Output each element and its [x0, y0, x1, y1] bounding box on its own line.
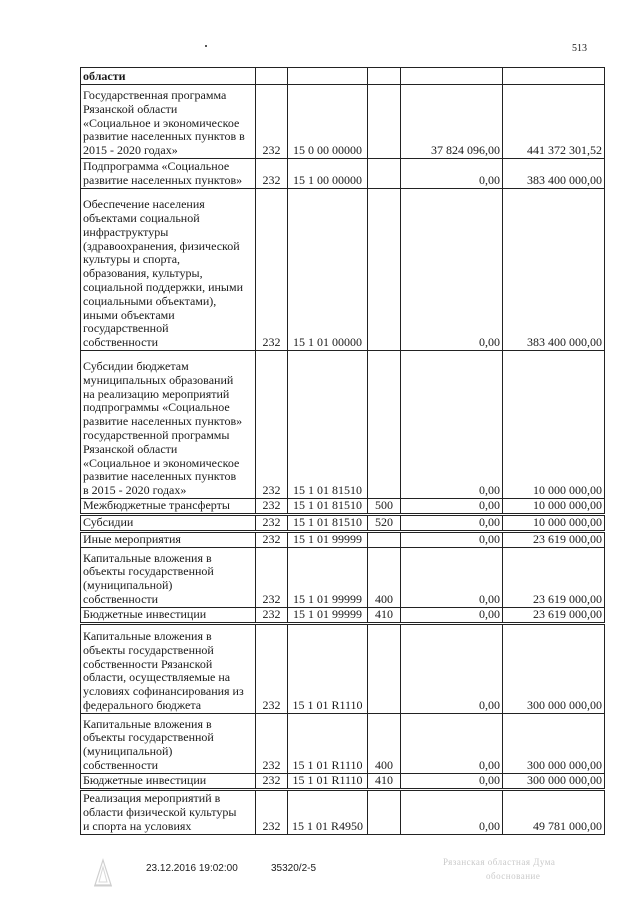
row-name: Капитальные вложения в объекты государственной собственности Рязанской области, осуществляемые на условиях софинансирования из федерального бюджета	[81, 623, 256, 713]
row-value-1	[401, 68, 503, 85]
scanner-logo-icon	[92, 858, 114, 888]
table-row	[81, 515, 605, 532]
row-vr: 520	[368, 515, 401, 532]
row-code: 232	[256, 499, 288, 515]
row-csr: 15 1 01 R1110	[288, 623, 368, 713]
row-code: 232	[256, 85, 288, 159]
row-value-2: 10 000 000,00	[503, 499, 605, 515]
row-code	[256, 68, 288, 85]
row-name: Государственная программа Рязанской области «Социальное и экономическое развитие населенных пунктов в 2015 - 2020 годах»	[81, 85, 256, 159]
row-name: Подпрограмма «Социальное развитие населенных пунктов»	[81, 159, 256, 189]
table-row	[81, 607, 605, 623]
row-value-1: 0,00	[401, 773, 503, 789]
row-value-2: 300 000 000,00	[503, 773, 605, 789]
row-value-1: 37 824 096,00	[401, 85, 503, 159]
row-value-2: 23 619 000,00	[503, 607, 605, 623]
table-row	[81, 159, 605, 189]
row-csr: 15 1 01 81510	[288, 499, 368, 515]
row-vr: 400	[368, 713, 401, 773]
stamp-line-1: Рязанская областная Дума	[443, 857, 556, 867]
row-vr	[368, 531, 401, 547]
row-code: 232	[256, 773, 288, 789]
row-vr	[368, 623, 401, 713]
row-name: Иные мероприятия	[81, 531, 256, 547]
row-code: 232	[256, 789, 288, 834]
row-vr: 500	[368, 499, 401, 515]
row-value-1: 0,00	[401, 623, 503, 713]
row-csr: 15 1 01 00000	[288, 189, 368, 351]
row-name: Капитальные вложения в объекты государственной (муниципальной) собственности	[81, 713, 256, 773]
row-value-2	[503, 68, 605, 85]
row-value-1: 0,00	[401, 159, 503, 189]
row-code: 232	[256, 547, 288, 607]
table-row	[81, 789, 605, 834]
row-value-1: 0,00	[401, 607, 503, 623]
row-vr: 410	[368, 607, 401, 623]
row-value-2: 441 372 301,52	[503, 85, 605, 159]
row-value-2: 300 000 000,00	[503, 623, 605, 713]
row-value-2: 23 619 000,00	[503, 531, 605, 547]
row-name: Межбюджетные трансферты	[81, 499, 256, 515]
row-name: Бюджетные инвестиции	[81, 773, 256, 789]
row-csr: 15 1 01 R1110	[288, 773, 368, 789]
table-row	[81, 773, 605, 789]
row-value-2: 10 000 000,00	[503, 351, 605, 499]
table-row	[81, 713, 605, 773]
row-value-2: 300 000 000,00	[503, 713, 605, 773]
row-code: 232	[256, 351, 288, 499]
row-vr: 400	[368, 547, 401, 607]
row-csr: 15 1 01 99999	[288, 531, 368, 547]
row-vr	[368, 159, 401, 189]
row-value-2: 10 000 000,00	[503, 515, 605, 532]
row-value-2: 23 619 000,00	[503, 547, 605, 607]
row-csr	[288, 68, 368, 85]
stamp-line-2: обоснование	[486, 871, 541, 881]
row-value-1: 0,00	[401, 189, 503, 351]
row-value-1: 0,00	[401, 515, 503, 532]
table-row	[81, 547, 605, 607]
row-value-2: 383 400 000,00	[503, 189, 605, 351]
row-name: Бюджетные инвестиции	[81, 607, 256, 623]
row-code: 232	[256, 607, 288, 623]
row-value-1: 0,00	[401, 531, 503, 547]
table-row	[81, 499, 605, 515]
row-name: Субсидии бюджетам муниципальных образований на реализацию мероприятий подпрограммы «Социальное развитие населенных пунктов» государственной программы Рязанской области «Социальное и экономическое развитие населенных пунктов в 2015 - 2020 годах»	[81, 351, 256, 499]
row-vr	[368, 789, 401, 834]
row-value-1: 0,00	[401, 547, 503, 607]
row-name: Обеспечение населения объектами социальной инфраструктуры (здравоохранения, физической культуры и спорта, образования, культуры, социальной поддержки, иными социальными объектами), иными объектами государственной собственности	[81, 189, 256, 351]
row-value-2: 383 400 000,00	[503, 159, 605, 189]
row-code: 232	[256, 515, 288, 532]
row-csr: 15 1 01 R4950	[288, 789, 368, 834]
row-vr	[368, 189, 401, 351]
row-value-2: 49 781 000,00	[503, 789, 605, 834]
row-csr: 15 0 00 00000	[288, 85, 368, 159]
table-row	[81, 531, 605, 547]
row-code: 232	[256, 159, 288, 189]
table-row	[81, 68, 605, 85]
row-value-1: 0,00	[401, 789, 503, 834]
row-vr: 410	[368, 773, 401, 789]
row-value-1: 0,00	[401, 499, 503, 515]
footer-doc-id: 35320/2-5	[271, 863, 317, 874]
row-value-1: 0,00	[401, 351, 503, 499]
budget-table	[80, 67, 605, 835]
row-vr	[368, 351, 401, 499]
row-csr: 15 1 01 81510	[288, 515, 368, 532]
footer-timestamp: 23.12.2016 19:02:00	[146, 863, 238, 874]
scan-speck	[205, 45, 207, 47]
table-row	[81, 189, 605, 351]
row-name: области	[81, 68, 256, 85]
row-csr: 15 1 01 99999	[288, 547, 368, 607]
table-row	[81, 351, 605, 499]
row-csr: 15 1 01 81510	[288, 351, 368, 499]
row-csr: 15 1 01 R1110	[288, 713, 368, 773]
row-vr	[368, 85, 401, 159]
row-vr	[368, 68, 401, 85]
table-row	[81, 85, 605, 159]
row-code: 232	[256, 623, 288, 713]
row-name: Реализация мероприятий в области физической культуры и спорта на условиях	[81, 789, 256, 834]
page-number: 513	[572, 43, 587, 54]
row-csr: 15 1 01 99999	[288, 607, 368, 623]
table-row	[81, 623, 605, 713]
row-code: 232	[256, 531, 288, 547]
row-value-1: 0,00	[401, 713, 503, 773]
row-name: Субсидии	[81, 515, 256, 532]
row-name: Капитальные вложения в объекты государственной (муниципальной) собственности	[81, 547, 256, 607]
row-csr: 15 1 00 00000	[288, 159, 368, 189]
row-code: 232	[256, 713, 288, 773]
row-code: 232	[256, 189, 288, 351]
